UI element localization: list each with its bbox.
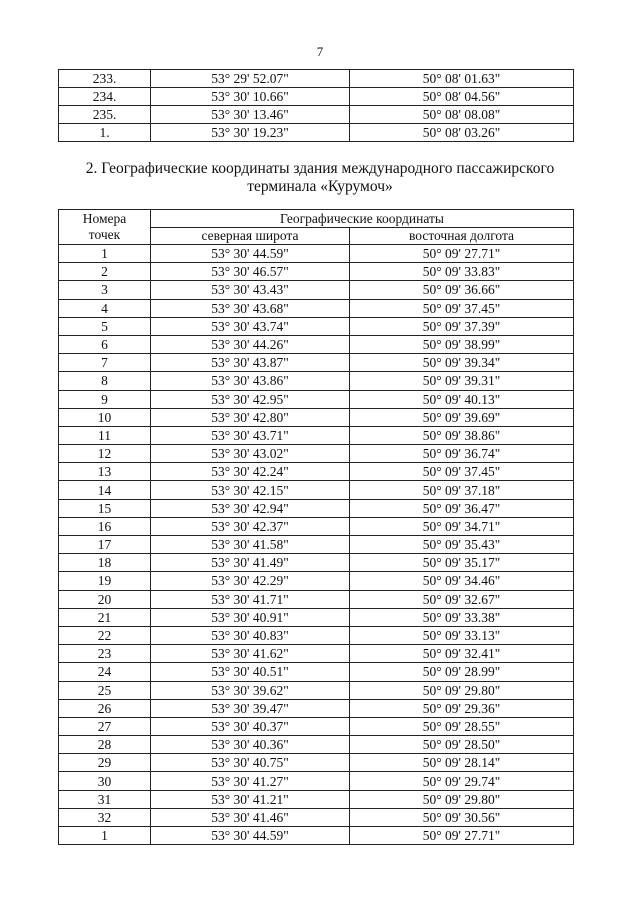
longitude-column-header: восточная долгота: [350, 228, 574, 245]
latitude-cell: 53° 30' 40.91": [151, 608, 350, 626]
point-number-cell: 10: [59, 408, 151, 426]
latitude-cell: 53° 30' 42.29": [151, 572, 350, 590]
terminal-coordinates-table: [58, 209, 574, 845]
point-number-cell: 11: [59, 426, 151, 444]
point-number-cell: 4: [59, 299, 151, 317]
latitude-cell: 53° 30' 43.74": [151, 317, 350, 335]
table-row: [59, 499, 574, 517]
table-row: [59, 699, 574, 717]
table-row: [59, 445, 574, 463]
latitude-cell: 53° 30' 10.66": [151, 88, 350, 106]
table-row: [59, 317, 574, 335]
table-row: [59, 390, 574, 408]
point-number-cell: 2: [59, 263, 151, 281]
longitude-cell: 50° 09' 34.71": [350, 517, 574, 535]
table-row: [59, 299, 574, 317]
table-row: [59, 517, 574, 535]
point-number-cell: 32: [59, 808, 151, 826]
table-row: [59, 263, 574, 281]
point-number-cell: 9: [59, 390, 151, 408]
longitude-cell: 50° 09' 35.43": [350, 536, 574, 554]
section-heading-line-1: 2. Географические координаты здания международного пассажирского: [85, 160, 555, 177]
table-row: [59, 335, 574, 353]
latitude-cell: 53° 30' 44.26": [151, 335, 350, 353]
latitude-cell: 53° 30' 39.47": [151, 699, 350, 717]
table-row: [59, 808, 574, 826]
longitude-cell: 50° 08' 03.26": [350, 124, 574, 142]
point-number-cell: 13: [59, 463, 151, 481]
point-number-cell: 8: [59, 372, 151, 390]
longitude-cell: 50° 09' 38.86": [350, 426, 574, 444]
longitude-cell: 50° 09' 32.67": [350, 590, 574, 608]
latitude-cell: 53° 30' 42.94": [151, 499, 350, 517]
latitude-cell: 53° 30' 40.83": [151, 626, 350, 644]
longitude-cell: 50° 09' 37.45": [350, 463, 574, 481]
point-number-cell: 29: [59, 754, 151, 772]
latitude-cell: 53° 30' 43.86": [151, 372, 350, 390]
table-row: [59, 426, 574, 444]
point-number-cell: 26: [59, 699, 151, 717]
geo-coordinates-header: Географические координаты: [151, 210, 574, 228]
longitude-cell: 50° 08' 01.63": [350, 70, 574, 88]
latitude-cell: 53° 30' 40.36": [151, 736, 350, 754]
latitude-cell: 53° 30' 42.37": [151, 517, 350, 535]
point-number-cell: 24: [59, 663, 151, 681]
longitude-cell: 50° 09' 30.56": [350, 808, 574, 826]
latitude-cell: 53° 30' 43.02": [151, 445, 350, 463]
latitude-cell: 53° 30' 40.51": [151, 663, 350, 681]
point-number-cell: 12: [59, 445, 151, 463]
longitude-cell: 50° 09' 33.13": [350, 626, 574, 644]
point-number-cell: 7: [59, 354, 151, 372]
longitude-cell: 50° 09' 32.41": [350, 645, 574, 663]
latitude-cell: 53° 30' 43.71": [151, 426, 350, 444]
table-row: [59, 536, 574, 554]
longitude-cell: 50° 09' 36.66": [350, 281, 574, 299]
longitude-cell: 50° 09' 40.13": [350, 390, 574, 408]
point-number-cell: 6: [59, 335, 151, 353]
table-row: [59, 827, 574, 845]
latitude-cell: 53° 30' 41.46": [151, 808, 350, 826]
point-number-cell: 19: [59, 572, 151, 590]
table-row: [59, 772, 574, 790]
point-number-cell: 234.: [59, 88, 151, 106]
table-row: [59, 106, 574, 124]
latitude-cell: 53° 30' 13.46": [151, 106, 350, 124]
longitude-cell: 50° 09' 28.14": [350, 754, 574, 772]
point-number-cell: 28: [59, 736, 151, 754]
longitude-cell: 50° 09' 37.45": [350, 299, 574, 317]
latitude-cell: 53° 30' 41.62": [151, 645, 350, 663]
longitude-cell: 50° 09' 29.80": [350, 790, 574, 808]
point-number-cell: 235.: [59, 106, 151, 124]
latitude-cell: 53° 30' 44.59": [151, 245, 350, 263]
longitude-cell: 50° 09' 37.18": [350, 481, 574, 499]
latitude-cell: 53° 29' 52.07": [151, 70, 350, 88]
section-heading: [0, 160, 640, 196]
latitude-cell: 53° 30' 43.68": [151, 299, 350, 317]
table-row: [59, 281, 574, 299]
table-row: [59, 124, 574, 142]
latitude-cell: 53° 30' 42.15": [151, 481, 350, 499]
table-row: [59, 70, 574, 88]
point-number-cell: 17: [59, 536, 151, 554]
longitude-cell: 50° 09' 37.39": [350, 317, 574, 335]
latitude-cell: 53° 30' 40.75": [151, 754, 350, 772]
longitude-cell: 50° 08' 08.08": [350, 106, 574, 124]
table-row: [59, 372, 574, 390]
section-heading-line-2: терминала «Курумоч»: [247, 178, 393, 195]
point-number-cell: 27: [59, 717, 151, 735]
page-number: 7: [316, 44, 324, 59]
latitude-cell: 53° 30' 41.71": [151, 590, 350, 608]
table-row: [59, 717, 574, 735]
table-row: [59, 681, 574, 699]
point-number-cell: 30: [59, 772, 151, 790]
table-row: [59, 626, 574, 644]
table-row: [59, 245, 574, 263]
table-row: [59, 554, 574, 572]
table-row: [59, 608, 574, 626]
point-number-cell: 3: [59, 281, 151, 299]
latitude-cell: 53° 30' 19.23": [151, 124, 350, 142]
table-row: [59, 408, 574, 426]
point-number-cell: 16: [59, 517, 151, 535]
longitude-cell: 50° 09' 33.83": [350, 263, 574, 281]
point-number-cell: 1: [59, 245, 151, 263]
latitude-cell: 53° 30' 42.95": [151, 390, 350, 408]
point-number-cell: 233.: [59, 70, 151, 88]
table-row: [59, 88, 574, 106]
longitude-cell: 50° 09' 28.50": [350, 736, 574, 754]
latitude-cell: 53° 30' 41.21": [151, 790, 350, 808]
point-number-cell: 21: [59, 608, 151, 626]
table-row: [59, 590, 574, 608]
point-number-cell: 1: [59, 827, 151, 845]
point-number-cell: 22: [59, 626, 151, 644]
table-row: [59, 354, 574, 372]
longitude-cell: 50° 09' 35.17": [350, 554, 574, 572]
latitude-cell: 53° 30' 39.62": [151, 681, 350, 699]
longitude-cell: 50° 09' 36.74": [350, 445, 574, 463]
longitude-cell: 50° 09' 29.74": [350, 772, 574, 790]
longitude-cell: 50° 08' 04.56": [350, 88, 574, 106]
longitude-cell: 50° 09' 28.55": [350, 717, 574, 735]
longitude-cell: 50° 09' 29.80": [350, 681, 574, 699]
longitude-cell: 50° 09' 33.38": [350, 608, 574, 626]
table-row: [59, 790, 574, 808]
longitude-cell: 50° 09' 27.71": [350, 827, 574, 845]
point-number-cell: 15: [59, 499, 151, 517]
latitude-cell: 53° 30' 40.37": [151, 717, 350, 735]
longitude-cell: 50° 09' 39.69": [350, 408, 574, 426]
latitude-column-header: северная широта: [151, 228, 350, 245]
point-number-cell: 25: [59, 681, 151, 699]
longitude-cell: 50° 09' 28.99": [350, 663, 574, 681]
point-number-cell: 18: [59, 554, 151, 572]
point-number-cell: 5: [59, 317, 151, 335]
table-row: [59, 754, 574, 772]
table-row: [59, 663, 574, 681]
point-number-cell: 23: [59, 645, 151, 663]
latitude-cell: 53° 30' 41.27": [151, 772, 350, 790]
table-row: [59, 736, 574, 754]
point-number-cell: 1.: [59, 124, 151, 142]
latitude-cell: 53° 30' 46.57": [151, 263, 350, 281]
table-row: [59, 463, 574, 481]
longitude-cell: 50° 09' 34.46": [350, 572, 574, 590]
continued-coordinates-table: [58, 69, 574, 142]
point-number-cell: 31: [59, 790, 151, 808]
latitude-cell: 53° 30' 41.58": [151, 536, 350, 554]
table-row: [59, 572, 574, 590]
longitude-cell: 50° 09' 36.47": [350, 499, 574, 517]
points-column-header: Номера точек: [59, 210, 151, 245]
latitude-cell: 53° 30' 41.49": [151, 554, 350, 572]
longitude-cell: 50° 09' 38.99": [350, 335, 574, 353]
longitude-cell: 50° 09' 39.34": [350, 354, 574, 372]
point-number-cell: 20: [59, 590, 151, 608]
longitude-cell: 50° 09' 29.36": [350, 699, 574, 717]
latitude-cell: 53° 30' 43.87": [151, 354, 350, 372]
table-header-row: [59, 210, 574, 228]
latitude-cell: 53° 30' 42.80": [151, 408, 350, 426]
longitude-cell: 50° 09' 39.31": [350, 372, 574, 390]
latitude-cell: 53° 30' 44.59": [151, 827, 350, 845]
table-row: [59, 645, 574, 663]
latitude-cell: 53° 30' 43.43": [151, 281, 350, 299]
table-row: [59, 481, 574, 499]
point-number-cell: 14: [59, 481, 151, 499]
longitude-cell: 50° 09' 27.71": [350, 245, 574, 263]
latitude-cell: 53° 30' 42.24": [151, 463, 350, 481]
